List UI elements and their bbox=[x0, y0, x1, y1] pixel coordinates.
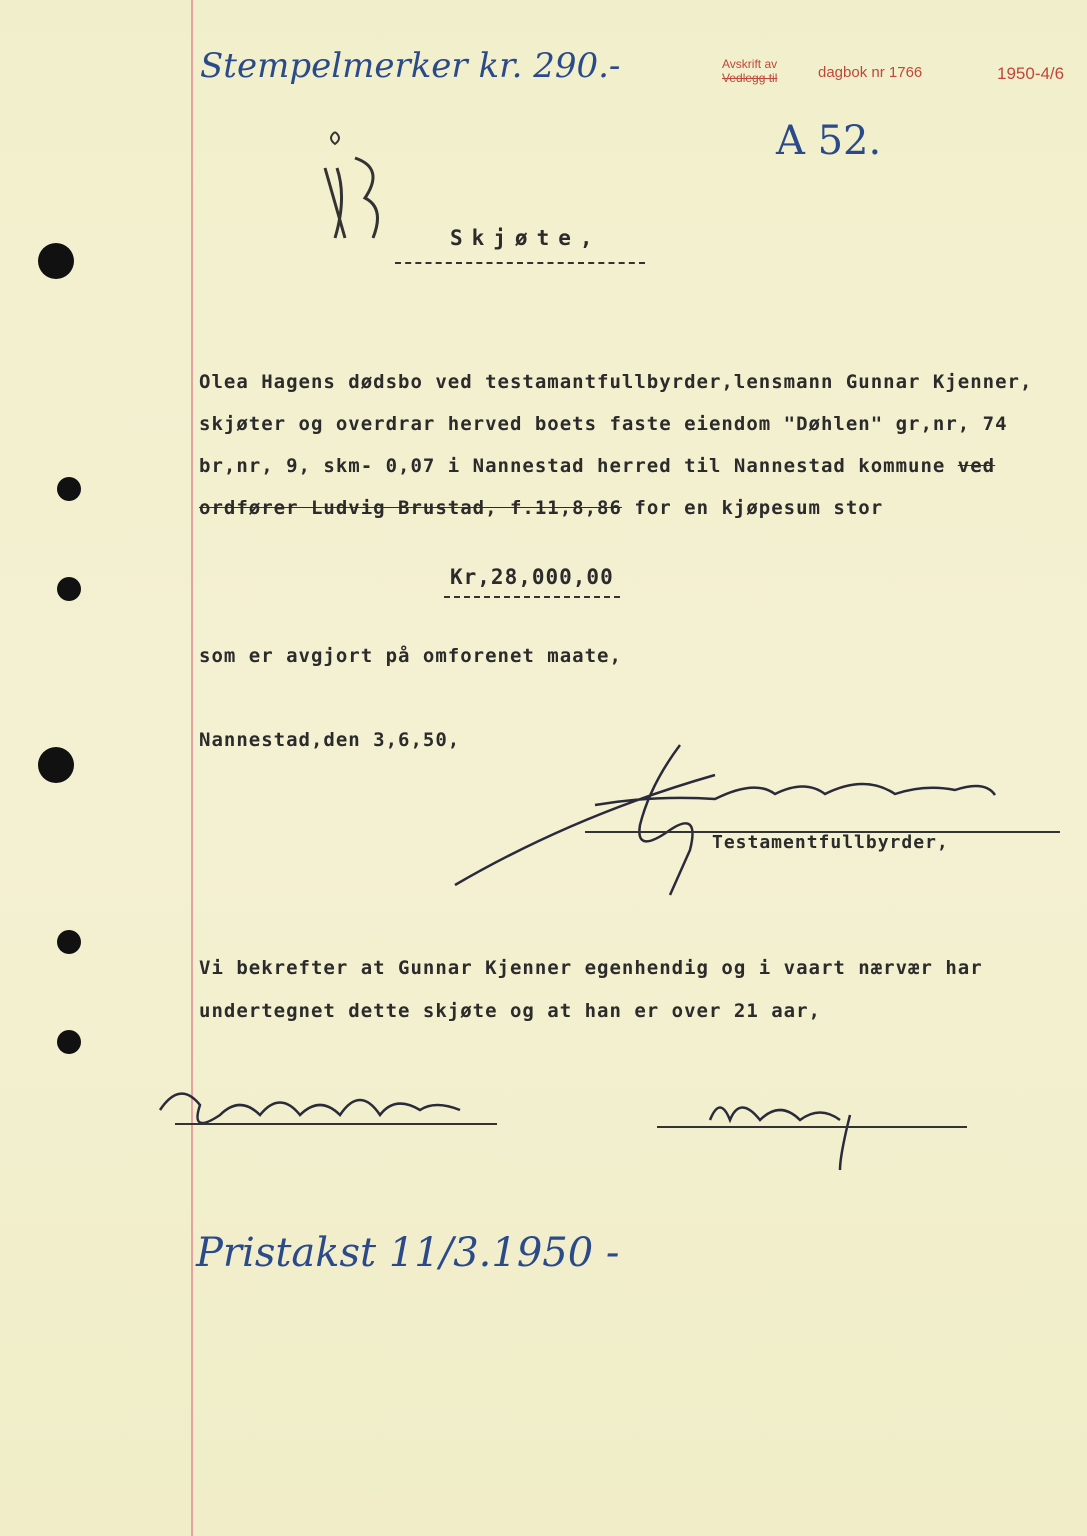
punch-hole bbox=[57, 577, 81, 601]
punch-hole bbox=[38, 243, 74, 279]
purchase-amount: Kr,28,000,00 bbox=[450, 565, 614, 589]
punch-hole bbox=[57, 477, 81, 501]
stamp-text-attachment: Vedlegg til bbox=[722, 71, 778, 85]
witness-line: undertegnet dette skjøte og at han er over 21 aar, bbox=[199, 1000, 821, 1022]
signature-executor bbox=[455, 735, 1070, 895]
daybook-stamp: dagbok nr 1766 bbox=[818, 64, 923, 81]
signer-role: Testamentfullbyrder, bbox=[712, 832, 949, 853]
struck-text: ved bbox=[957, 455, 996, 477]
body-line bbox=[199, 497, 883, 519]
archive-reference: A 52. bbox=[776, 118, 882, 164]
initials-mark bbox=[315, 128, 395, 258]
punch-hole bbox=[57, 930, 81, 954]
punch-hole bbox=[38, 747, 74, 783]
witness-line: Vi bekrefter at Gunnar Kjenner egenhendig og i vaart nærvær har bbox=[199, 957, 983, 979]
witness-line-1 bbox=[175, 1123, 497, 1125]
signature-witness-2 bbox=[690, 1085, 890, 1175]
margin-rule bbox=[191, 0, 193, 1536]
document-title: Skjøte, bbox=[450, 226, 602, 250]
amount-underline bbox=[444, 596, 620, 598]
body-line-text: for en kjøpesum stor bbox=[634, 497, 884, 519]
date-stamp: 1950-4/6 bbox=[997, 64, 1065, 83]
agreement-text: som er avgjort på omforenet maate, bbox=[199, 645, 622, 667]
body-line: Olea Hagens dødsbo ved testamantfullbyrder,lensmann Gunnar Kjenner, bbox=[199, 371, 1033, 393]
stamp-duty-note: Stempelmerker kr. 290.- bbox=[200, 46, 621, 86]
stamp-text-copy: Avskrift av bbox=[722, 57, 778, 71]
title-underline bbox=[395, 262, 645, 264]
body-line-text: br,nr, 9, skm- 0,07 i Nannestad herred til Nannestad kommune bbox=[199, 455, 946, 477]
body-line: skjøter og overdrar herved boets faste eiendom "Døhlen" gr,nr, 74 bbox=[199, 413, 1008, 435]
place-date: Nannestad,den 3,6,50, bbox=[199, 729, 461, 751]
struck-text: ordfører Ludvig Brustad, f.11,8,86 bbox=[199, 497, 622, 519]
price-note: Pristakst 11/3.1950 - bbox=[196, 1230, 620, 1276]
witness-line-2 bbox=[657, 1126, 967, 1128]
punch-hole bbox=[57, 1030, 81, 1054]
body-line bbox=[199, 455, 995, 477]
